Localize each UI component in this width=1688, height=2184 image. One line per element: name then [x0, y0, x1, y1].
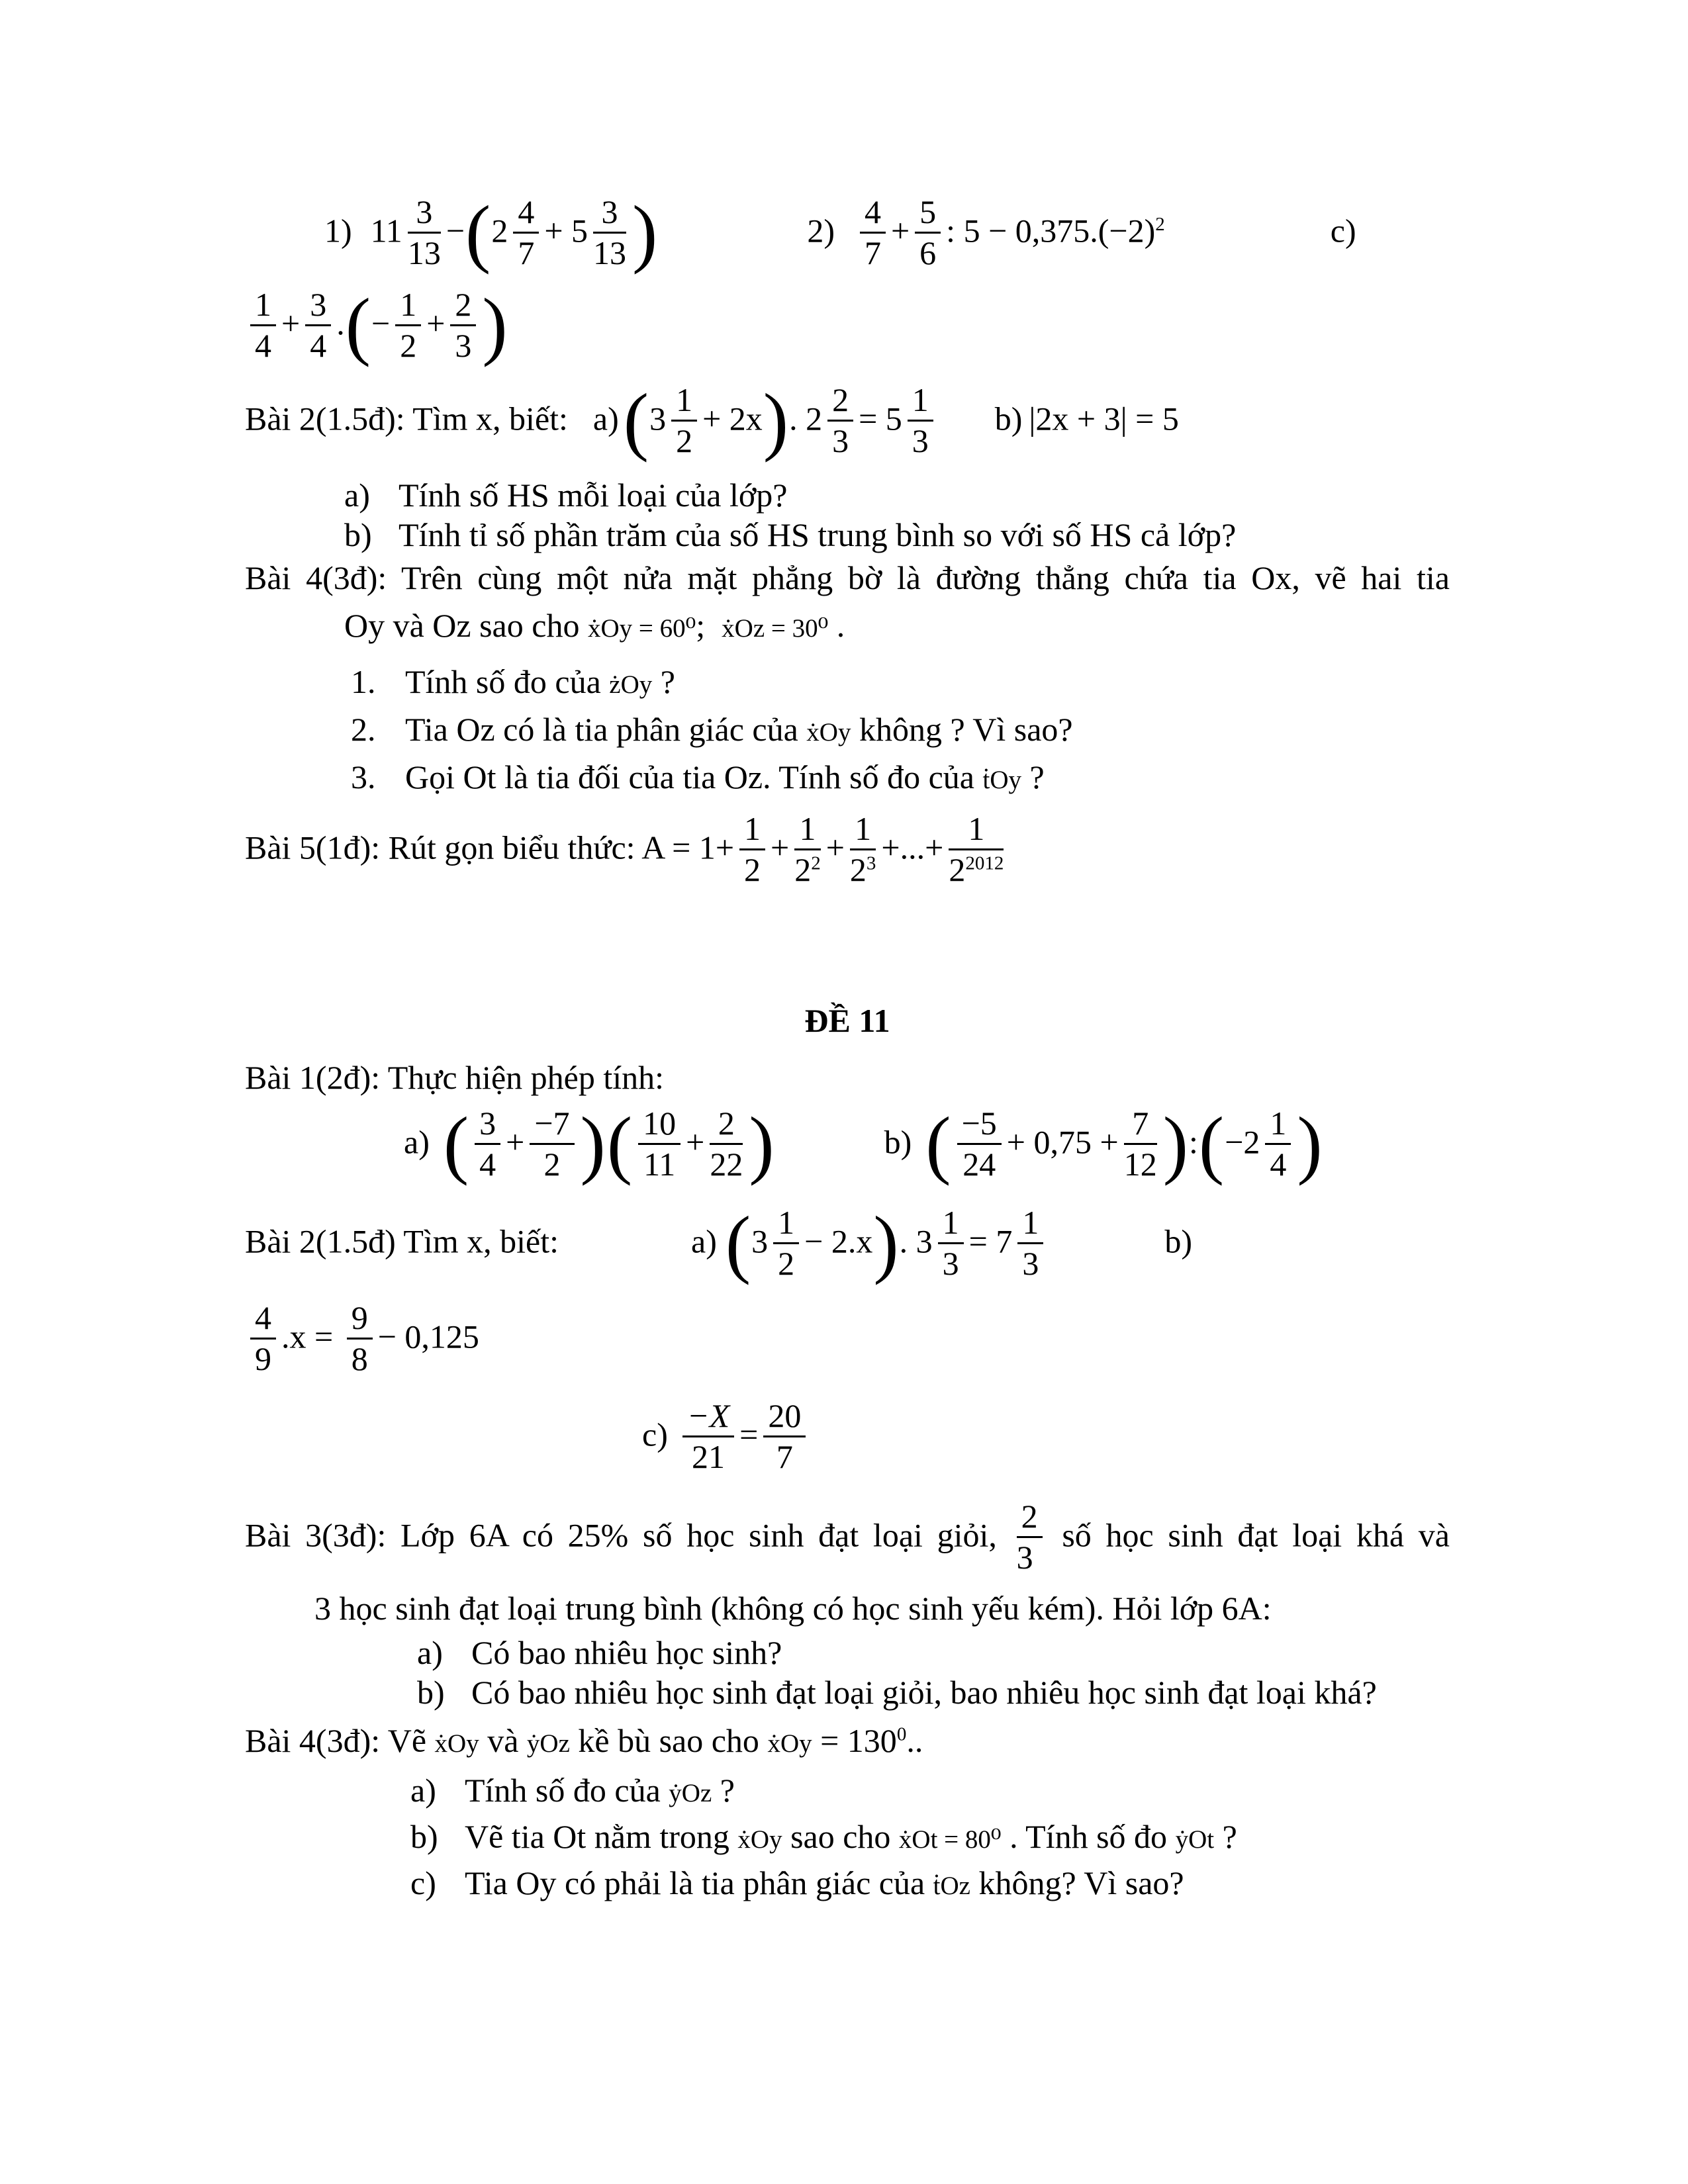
math-text: |2x + 3| = 5: [1029, 400, 1179, 437]
fraction: [305, 287, 331, 363]
math-text: −2: [1225, 1123, 1260, 1161]
fraction: [250, 1300, 276, 1376]
denominator: 3: [455, 326, 472, 364]
numerator: 5: [915, 195, 941, 234]
numerator: 3: [408, 195, 441, 234]
denominator: $2^{2012}$: [949, 850, 1004, 888]
math-text: −: [445, 212, 465, 250]
math-text: +...+: [881, 829, 944, 866]
math-text: Gọi Ot là tia đối của tia Oz. Tính số đo của: [405, 758, 983, 796]
math-text: +: [506, 1123, 525, 1161]
item-text: [405, 758, 1450, 796]
denominator: 4: [1270, 1145, 1287, 1183]
math-text: : 5 − 0,375.(−2): [946, 212, 1156, 250]
item-text: Tính tỉ số phần trăm của số HS trung bình so với số HS cả lớp?: [399, 516, 1237, 553]
item-marker: a): [410, 1772, 436, 1809]
fraction: [475, 1106, 500, 1181]
numerator: 3: [475, 1106, 500, 1145]
math-text: .: [336, 304, 345, 342]
math-text: Tia Oz có là tia phân giác của: [405, 711, 807, 748]
math-text: .: [828, 607, 845, 644]
superscript: 0: [896, 1723, 907, 1745]
denominator: 9: [255, 1340, 271, 1377]
math-text: số học sinh đạt loại khá và: [1047, 1516, 1450, 1554]
item-text: Tính số HS mỗi loại của lớp?: [399, 477, 788, 514]
numerator: 1: [908, 383, 933, 422]
math-text: −: [371, 304, 391, 342]
fraction: [513, 195, 539, 270]
bai2-find-x-line: Bài 2(1.5đ): Tìm x, biết: a)(3 $\frac{1}{2}$ + 2x). 2 $\frac{2}{3}$ = 5 $\frac{1}{3}$ b) |2x + 3| = 5: [245, 379, 1179, 463]
math-text: . 2: [789, 400, 823, 437]
math-text: 2: [491, 212, 508, 250]
math-text: Oy và Oz sao cho: [344, 607, 588, 644]
math-text: Tính số đo của: [405, 663, 610, 700]
exponent: 2012: [965, 852, 1004, 874]
denominator: 22: [710, 1145, 743, 1183]
math-text: ;: [696, 607, 722, 644]
math-text: +: [686, 1123, 705, 1161]
numerator: 4: [860, 195, 886, 234]
section-heading-row: [245, 998, 1450, 1043]
denominator: 12: [1123, 1145, 1157, 1183]
numerator: 9: [347, 1300, 373, 1340]
spacer: [619, 429, 623, 430]
de11-bai4-line1: [245, 1718, 1450, 1763]
numerator: 1: [938, 1205, 964, 1244]
exercise1-expressions-line: 1) 11 $\frac{3}{13}$ −(2 $\frac{4}{7}$ + 5 $\frac{3}{13}$ ) 2) $\frac{4}{7}$ + $\frac{5}{6}$ : $5 - 0,375.(-2)^2$ c): [324, 191, 1356, 275]
exponent: 3: [866, 852, 876, 874]
math-text: +: [825, 829, 845, 866]
numerator: 1: [671, 383, 697, 422]
spacer: [1049, 1251, 1164, 1252]
numerator: 1: [850, 811, 876, 850]
spacer: [835, 241, 855, 242]
denominator: 2: [778, 1244, 795, 1282]
spacer: [568, 429, 593, 430]
numerator: 2: [450, 287, 476, 326]
math-text: 3: [649, 400, 667, 437]
math-text: +: [771, 829, 790, 866]
fraction: [710, 1106, 743, 1181]
math-text: . 3: [899, 1222, 933, 1260]
math-text: c): [642, 1416, 668, 1453]
math-text: +: [426, 304, 445, 342]
fraction: [593, 195, 626, 270]
math-text: Bài 3(3đ): Lớp 6A có 25% số học sinh đạt loại giỏi,: [245, 1516, 1011, 1554]
fraction: [773, 1205, 799, 1281]
spacer: [717, 1251, 725, 1252]
denominator: 3: [832, 422, 849, 459]
angle-notation: ẋOy: [767, 1729, 812, 1758]
denominator: 2: [744, 850, 761, 888]
fraction: [827, 383, 853, 458]
math-text: c): [1330, 212, 1356, 250]
fraction: [347, 1300, 373, 1376]
math-text: b): [1164, 1222, 1193, 1260]
math-text: :: [1189, 1123, 1198, 1161]
exercise1-expression-c-line: $\frac{1}{4}$ + $\frac{3}{4}$ .(− $\frac{1}{2}$ + $\frac{2}{3}$ ): [245, 289, 1450, 365]
fraction: [408, 195, 441, 270]
denominator: 3: [942, 1244, 959, 1282]
bai5-simplify-line: [245, 810, 1450, 889]
math-text: a): [404, 1123, 430, 1161]
fraction: [850, 811, 876, 887]
denominator: 7: [776, 1437, 793, 1475]
angle-notation: ẋOy = 60⁰: [587, 614, 696, 643]
fraction: [957, 1106, 1002, 1181]
de11-bai3-item-a: [245, 1633, 1450, 1672]
denominator: 3: [1022, 1244, 1039, 1282]
numerator: 1: [1265, 1106, 1291, 1145]
item-text: [465, 1771, 1450, 1809]
fraction: [682, 1398, 734, 1474]
math-text: 1): [324, 212, 352, 250]
exponent: 2: [811, 852, 821, 874]
bai4-item-1: [245, 662, 1450, 701]
math-text: Vẽ tia Ot nằm trong: [465, 1818, 738, 1855]
denominator: 7: [518, 234, 535, 271]
math-text: 11: [370, 212, 402, 250]
item-marker: b): [410, 1818, 438, 1855]
bai4-item-3: [245, 758, 1450, 796]
item-text: Có bao nhiêu học sinh?: [471, 1634, 782, 1671]
numerator: −5: [957, 1106, 1002, 1145]
fraction: [530, 1106, 574, 1181]
item-marker: 1.: [351, 663, 376, 700]
math-text: +: [890, 212, 910, 250]
numerator: 4: [250, 1300, 276, 1340]
de11-bai4-item-b: [245, 1817, 1450, 1856]
spacer: [658, 241, 807, 242]
item-text: [465, 1864, 1450, 1902]
item-marker: b): [344, 516, 372, 553]
fraction: [395, 287, 421, 363]
numerator: 3: [593, 195, 626, 234]
math-text: Bài 2(1.5đ) Tìm x, biết:: [245, 1222, 559, 1260]
angle-notation: ẏOz: [526, 1729, 570, 1758]
item-marker: a): [344, 477, 370, 514]
numerator: 1: [395, 287, 421, 326]
denominator: 2: [400, 326, 417, 364]
spacer: [775, 1152, 884, 1153]
fraction: [938, 1205, 964, 1281]
math-text: − 0,125: [377, 1318, 479, 1355]
numerator: 1: [250, 287, 276, 326]
math-text: a): [691, 1222, 717, 1260]
item-text: [465, 1817, 1450, 1856]
denominator: 2: [543, 1145, 561, 1183]
spacer: [559, 1251, 691, 1252]
math-text: Bài 5(1đ): Rút gọn biểu thức: A = 1+: [245, 829, 735, 866]
denominator: $2^2$: [794, 850, 821, 888]
numerator: 1: [773, 1205, 799, 1244]
angle-notation: ṫOz: [933, 1872, 970, 1900]
fraction: [763, 1398, 806, 1474]
math-text: ?: [1021, 758, 1045, 796]
de11-bai3-line2: 3 học sinh đạt loại trung bình (không có học sinh yếu kém). Hỏi lớp 6A:: [314, 1590, 1272, 1627]
item-marker: c): [410, 1864, 436, 1901]
math-text: − 2.x: [804, 1222, 873, 1260]
denominator: 11: [643, 1145, 676, 1183]
math-text: Bài 2(1.5đ): Tìm x, biết:: [245, 400, 568, 437]
de11-bai2-line3: [245, 1397, 1450, 1476]
spacer: [912, 1152, 925, 1153]
math-text: không? Vì sao?: [970, 1864, 1184, 1901]
fraction: [671, 383, 697, 458]
spacer: [430, 1152, 443, 1153]
spacer: [939, 429, 995, 430]
fraction: [908, 383, 933, 458]
denominator: 21: [691, 1437, 725, 1475]
angle-notation: żOy: [609, 670, 653, 699]
fraction: [1124, 1106, 1157, 1181]
math-text: + 2x: [702, 400, 763, 437]
math-text: ?: [652, 663, 675, 700]
angle-notation: ẋOy: [434, 1729, 479, 1758]
math-text: b): [994, 400, 1023, 437]
numerator: 20: [763, 1398, 806, 1437]
math-text: kề bù sao cho: [569, 1722, 768, 1759]
fraction: [915, 195, 941, 270]
numerator: −7: [530, 1106, 574, 1145]
math-text: a): [592, 400, 619, 437]
item-marker: 2.: [351, 711, 376, 748]
numerator: 2: [827, 383, 853, 422]
denominator: 13: [593, 234, 627, 271]
numerator: 4: [513, 195, 539, 234]
denominator: 3: [912, 422, 929, 459]
numerator: 1: [949, 811, 1004, 850]
de11-bai3-line1: [245, 1498, 1450, 1576]
bai3-item-b: [245, 516, 1450, 554]
numerator: 2: [710, 1106, 743, 1145]
de11-bai4-item-c: [245, 1864, 1450, 1902]
denominator: 2: [676, 422, 693, 459]
angle-notation: ẋOz = 30⁰: [722, 614, 829, 643]
item-marker: 3.: [351, 758, 376, 796]
fraction: [860, 195, 886, 270]
superscript: 2: [1155, 213, 1165, 235]
item-text: [405, 710, 1450, 749]
spacer: [1022, 429, 1029, 430]
fraction: [949, 811, 1004, 887]
spacer: [1165, 241, 1331, 242]
denominator: 4: [479, 1145, 496, 1183]
denominator: 13: [407, 234, 441, 271]
angle-notation: ẏOt: [1175, 1825, 1215, 1854]
math-text: Tính số đo của: [465, 1772, 669, 1809]
spacer: [352, 241, 371, 242]
math-text: +: [281, 304, 301, 342]
de11-bai4-item-a: [245, 1771, 1450, 1809]
math-text: và: [479, 1722, 527, 1759]
math-text: ..: [906, 1722, 923, 1759]
bai4-intro-line2: [245, 603, 1450, 648]
math-text: .x =: [281, 1318, 342, 1355]
angle-notation: ṫOy: [982, 766, 1021, 794]
item-text: [405, 662, 1450, 701]
math-text: 3: [751, 1222, 769, 1260]
numerator: 3: [305, 287, 331, 326]
denominator: 6: [919, 234, 937, 271]
math-text: 2): [807, 212, 835, 250]
fraction: [1017, 1205, 1043, 1281]
numerator: 7: [1124, 1106, 1157, 1145]
fraction: [1265, 1106, 1291, 1181]
item-marker: a): [417, 1634, 443, 1671]
item-marker: b): [417, 1674, 445, 1711]
denominator: 4: [255, 326, 271, 364]
de11-bai2-line1: Bài 2(1.5đ) Tìm x, biết: a) (3 $\frac{1}{2}$ − 2.x). 3 $\frac{1}{3}$ = 7 $\frac{1}{3}$ b): [245, 1201, 1193, 1285]
math-text: . Tính số đo: [1001, 1818, 1176, 1855]
denominator: 4: [310, 326, 327, 364]
section-heading: ĐỀ 11: [804, 1002, 890, 1039]
denominator: 8: [351, 1340, 368, 1377]
fraction: [739, 811, 765, 887]
angle-notation: ẏOz: [669, 1779, 712, 1807]
math-text: không ? Vì sao?: [851, 711, 1073, 748]
de11-bai2-line2: [245, 1299, 1450, 1378]
de11-bai3-item-b: [245, 1673, 1450, 1711]
numerator: 2: [1017, 1499, 1043, 1538]
numerator: 1: [739, 811, 765, 850]
math-text: + 5: [544, 212, 588, 250]
de11-bai1-expressions: a) ( $\frac{3}{4}$ + $\frac{-7}{2}$ )( $\frac{10}{11}$ + $\frac{2}{22}$ ) b) ( $\frac{-5}{24}$ + 0,75 + $\frac{7}{12}$ ):(−2 $\frac{1}{4}$ ): [404, 1102, 1323, 1186]
bai3-item-a: [245, 476, 1450, 514]
math-text: = 130: [812, 1722, 897, 1759]
math-text: b): [884, 1123, 912, 1161]
math-text: Tia Oy có phải là tia phân giác của: [465, 1864, 933, 1901]
denominator: 7: [864, 234, 881, 271]
denominator: $2^3$: [849, 850, 876, 888]
numerator: −X: [682, 1398, 734, 1437]
fraction: [250, 287, 276, 363]
math-text: = 7: [968, 1222, 1013, 1260]
denominator: 24: [962, 1145, 996, 1183]
math-text: ?: [1214, 1818, 1237, 1855]
bai4-intro-line1: Bài 4(3đ): Trên cùng một nửa mặt phẳng bờ là đường thẳng chứa tia Ox, vẽ hai tia: [245, 559, 1450, 596]
fraction: [638, 1106, 680, 1181]
fraction: [450, 287, 476, 363]
denominator: 3: [1016, 1538, 1033, 1576]
item-text: Có bao nhiêu học sinh đạt loại giỏi, bao nhiêu học sinh đạt loại khá?: [471, 1674, 1377, 1711]
de11-bai1-title: Bài 1(2đ): Thực hiện phép tính:: [245, 1059, 665, 1096]
angle-notation: ẋOt = 80⁰: [898, 1825, 1002, 1854]
numerator: 1: [794, 811, 821, 850]
math-text: = 5: [859, 400, 902, 437]
angle-notation: ẋOy: [737, 1825, 782, 1854]
numerator: 1: [1017, 1205, 1043, 1244]
math-text: =: [739, 1416, 759, 1453]
bai4-item-2: [245, 710, 1450, 749]
angle-notation: ẋOy: [806, 718, 851, 747]
fraction: [794, 811, 821, 887]
math-text: Bài 4(3đ): Vẽ: [245, 1722, 435, 1759]
math-text: ?: [712, 1772, 735, 1809]
math-text: + 0,75 +: [1006, 1123, 1119, 1161]
fraction: [1017, 1499, 1043, 1574]
math-text: sao cho: [782, 1818, 899, 1855]
numerator: 10: [638, 1106, 680, 1145]
